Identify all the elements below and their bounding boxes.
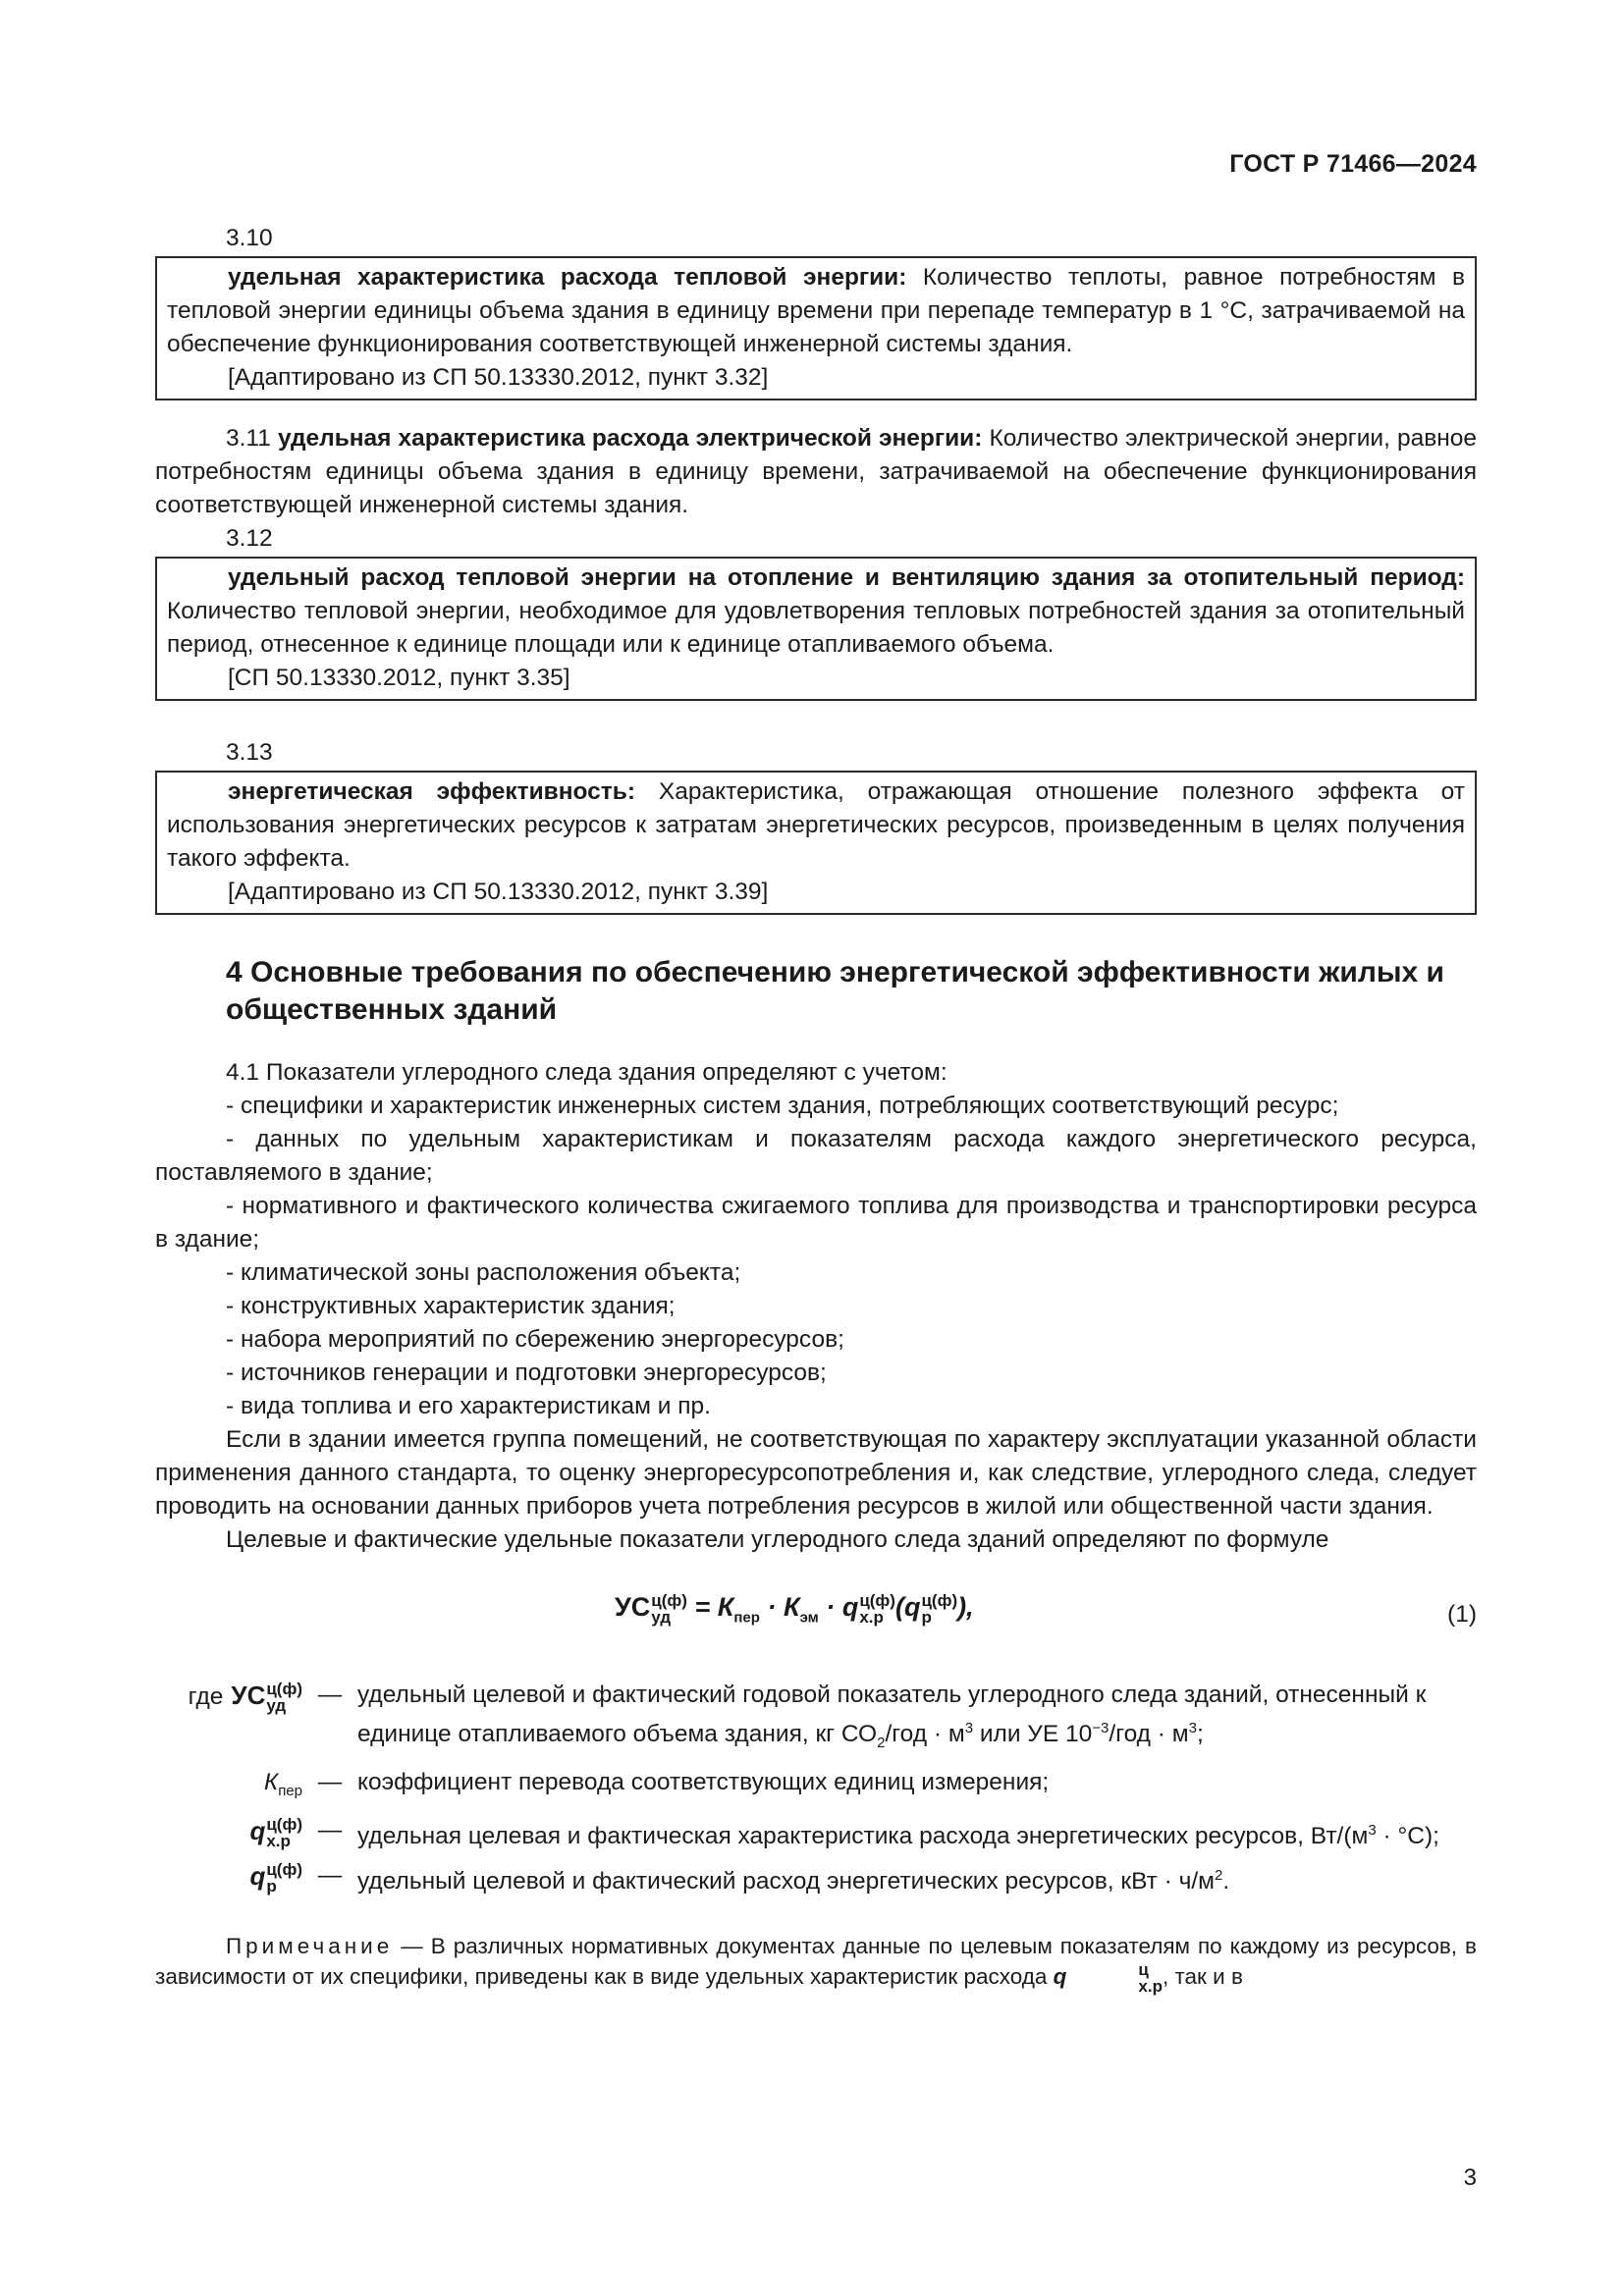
- sub: уд: [266, 1696, 287, 1716]
- legend-dash: —: [317, 1862, 343, 1889]
- legend-dash: —: [317, 1682, 343, 1708]
- legend-symbol: [155, 1814, 302, 1853]
- sup: 3: [1188, 1720, 1197, 1736]
- sup: 2: [1215, 1867, 1223, 1884]
- term-definition-3-12: [167, 561, 1465, 662]
- symbol-indices: [266, 1681, 302, 1714]
- term-source: [Адаптировано из СП 50.13330.2012, пункт 3.32]: [228, 364, 769, 391]
- note: [155, 1932, 1477, 1995]
- sub: эм: [799, 1609, 819, 1627]
- symbol: УС: [231, 1681, 266, 1710]
- legend-row: [155, 1859, 1477, 1898]
- sup: 3: [1368, 1821, 1377, 1839]
- legend-text: коэффициент перевода соответствующих единиц измерения;: [357, 1769, 1050, 1796]
- legend-row: [155, 1766, 1477, 1808]
- formula-q: q: [903, 1592, 921, 1622]
- paragraph-formula-intro: Целевые и фактические удельные показатели углеродного следа зданий определяют по формуле: [226, 1526, 1329, 1553]
- note-text: — В различных нормативных документах данные по целевым показателям по каждому из ресурсов, в зависимости от их специфики, приведены как в виде удельных характеристик расхода: [155, 1934, 1477, 1990]
- formula-1: [155, 1576, 1477, 1653]
- term-box-3-12: [155, 557, 1477, 701]
- sup: −3: [1092, 1720, 1110, 1736]
- legend-text: [357, 1859, 1477, 1898]
- term-name: удельный расход тепловой энергии на отопление и вентиляцию здания за отопительный период:: [228, 564, 1465, 591]
- list-item: - климатической зоны расположения объекта;: [226, 1259, 741, 1286]
- sub: р: [921, 1607, 932, 1627]
- legend-row: [155, 1679, 1477, 1760]
- sup: ц(ф): [266, 1814, 302, 1834]
- formula-k: К: [717, 1592, 734, 1622]
- term-number-3-11: 3.11: [226, 425, 271, 452]
- term-text: Количество тепловой энергии, необходимое для удовлетворения тепловых потребностей здания за отопительный период, отнесенное к единице площади или к единице отапливаемого объема.: [167, 598, 1465, 658]
- sup: ц(ф): [921, 1590, 958, 1610]
- symbol-indices: [266, 1816, 302, 1849]
- sup: ц: [1138, 1960, 1149, 1980]
- list-item: - источников генерации и подготовки энергоресурсов;: [226, 1360, 827, 1386]
- clause-4-1: 4.1 Показатели углеродного следа здания определяют с учетом:: [226, 1059, 947, 1086]
- sub: 2: [877, 1735, 886, 1752]
- list-item: - специфики и характеристик инженерных систем здания, потребляющих соответствующий ресурс;: [226, 1093, 1339, 1119]
- where-label: где: [188, 1683, 224, 1710]
- sub: уд: [651, 1607, 672, 1627]
- term-source: [Адаптировано из СП 50.13330.2012, пункт 3.39]: [228, 879, 769, 905]
- formula-dot: ·: [767, 1592, 777, 1622]
- legend-text: [357, 1814, 1477, 1853]
- term-source: [СП 50.13330.2012, пункт 3.35]: [228, 665, 570, 691]
- text: /год · м: [885, 1721, 965, 1748]
- legend-dash: —: [317, 1769, 343, 1796]
- term-number-3-10: 3.10: [226, 225, 273, 251]
- term-text: Количество электрической энергии, равное потребностям единицы объема здания в единицу времени, затрачиваемой на обеспечение функционирования соответствующей инженерной системы здания.: [155, 425, 1477, 518]
- text: /год · м: [1109, 1721, 1189, 1748]
- term-definition-3-11: [155, 422, 1477, 522]
- list-item: - набора мероприятий по сбережению энергоресурсов;: [226, 1326, 844, 1353]
- symbol: К: [264, 1769, 279, 1796]
- symbol-indices: [1067, 1961, 1163, 1995]
- text: · °С);: [1376, 1823, 1439, 1849]
- term-number-3-12: 3.12: [226, 525, 273, 552]
- formula-paren: ),: [957, 1592, 974, 1622]
- term-definition-3-10: [167, 261, 1465, 361]
- term-name: удельная характеристика расхода тепловой энергии:: [228, 264, 907, 291]
- list-item: - вида топлива и его характеристикам и пр.: [226, 1393, 711, 1419]
- term-text: Количество теплоты, равное потребностям в тепловой энергии единицы объема здания в единицу времени при перепаде температур в 1 °С, затрачиваемой на обеспечение функционирования соответствующей инженерной системы здания.: [167, 264, 1465, 357]
- text: или УЕ 10: [973, 1721, 1093, 1748]
- formula-number: (1): [1447, 1601, 1477, 1628]
- symbol-legend: [155, 1679, 1477, 1898]
- list-item: - нормативного и фактического количества сжигаемого топлива для производства и транспортировки ресурса в здание;: [155, 1193, 1477, 1253]
- legend-dash: —: [317, 1816, 343, 1843]
- legend-symbol: [155, 1859, 302, 1898]
- term-text: Характеристика, отражающая отношение полезного эффекта от использования энергетических ресурсов к затратам энергетических ресурсов, произведенным в целях получения такого эффекта.: [167, 778, 1465, 872]
- sup: ц(ф): [266, 1680, 302, 1699]
- sub: х.р: [859, 1607, 884, 1627]
- legend-symbol: [155, 1679, 302, 1760]
- formula-q-indices: [859, 1592, 895, 1626]
- legend-symbol: [155, 1766, 302, 1808]
- term-box-3-10: [155, 256, 1477, 400]
- formula-dot: ·: [826, 1592, 836, 1622]
- note-text: , так и в: [1162, 1964, 1243, 1990]
- formula-k: К: [783, 1592, 800, 1622]
- formula-q: q: [841, 1592, 859, 1622]
- term-name: удельная характеристика расхода электрической энергии:: [277, 425, 983, 452]
- sup: ц(ф): [651, 1590, 687, 1610]
- text: удельный целевой и фактический расход энергетических ресурсов, кВт · ч/м: [357, 1868, 1216, 1896]
- document-body: [155, 222, 1477, 1995]
- list-item: - конструктивных характеристик здания;: [226, 1293, 676, 1319]
- formula-us-indices: [651, 1592, 687, 1626]
- symbol: q: [249, 1861, 266, 1891]
- term-box-3-13: [155, 771, 1477, 915]
- section-4-heading: 4 Основные требования по обеспечению энергетической эффективности жилых и общественных зданий: [226, 956, 1445, 1026]
- symbol: q: [1053, 1964, 1067, 1990]
- sup: ц(ф): [266, 1860, 302, 1880]
- text: удельная целевая и фактическая характеристика расхода энергетических ресурсов, Вт/(м: [357, 1823, 1369, 1849]
- text: удельный целевой и фактический годовой показатель углеродного следа зданий, отнесенный к единице отапливаемого объема здания, кг СО: [357, 1682, 1427, 1748]
- symbol: q: [249, 1815, 266, 1845]
- term-name: энергетическая эффективность:: [228, 778, 636, 805]
- page-number: 3: [1463, 2164, 1477, 2191]
- sub: х.р: [266, 1831, 291, 1850]
- formula-expression: [615, 1590, 974, 1634]
- legend-text: [357, 1679, 1477, 1760]
- formula-equals: =: [694, 1592, 711, 1622]
- term-number-3-13: 3.13: [226, 739, 273, 766]
- sup: 3: [964, 1720, 974, 1736]
- symbol-indices: [266, 1861, 302, 1895]
- sub: р: [266, 1877, 277, 1896]
- term-definition-3-13: [167, 775, 1465, 876]
- list-item: - данных по удельным характеристикам и показателям расхода каждого энергетического ресурса, поставляемого в здание;: [155, 1126, 1477, 1186]
- sup: ц(ф): [859, 1590, 895, 1610]
- sub: пер: [278, 1782, 302, 1799]
- note-label: Примечание: [226, 1934, 394, 1959]
- text: ;: [1196, 1721, 1204, 1748]
- formula-us: УС: [615, 1592, 651, 1622]
- paragraph-building-group: Если в здании имеется группа помещений, не соответствующая по характеру эксплуатации указанной области применения данного стандарта, то оценку энергоресурсопотребления и, как следствие, углеродного следа, следует проводить на основании данных приборов учета потребления ресурсов в жилой или общественной части здания.: [155, 1426, 1477, 1520]
- document-header: ГОСТ Р 71466—2024: [1229, 150, 1477, 178]
- text: .: [1222, 1868, 1230, 1896]
- formula-paren: (: [894, 1592, 904, 1622]
- sub: х.р: [1138, 1977, 1163, 1997]
- legend-row: [155, 1814, 1477, 1853]
- formula-q-indices: [921, 1592, 957, 1626]
- sub: пер: [733, 1609, 760, 1627]
